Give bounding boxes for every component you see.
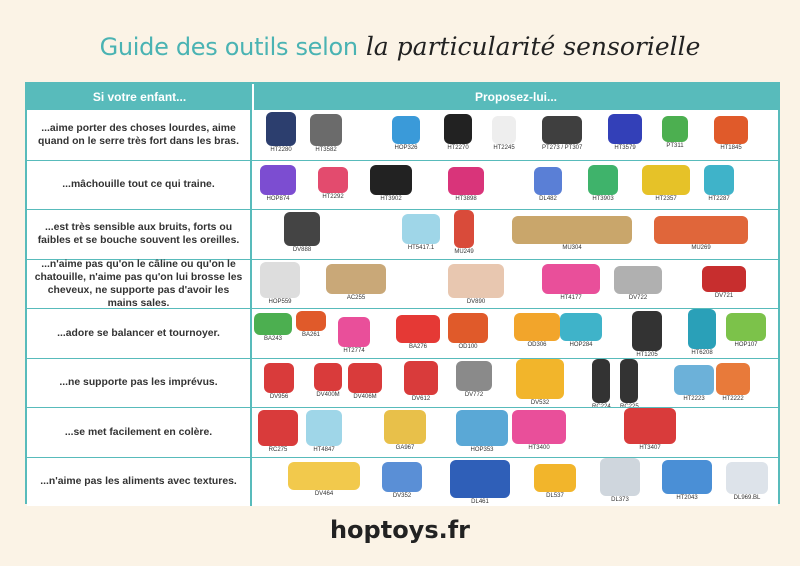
product-image: [662, 460, 712, 494]
product-image: [516, 359, 564, 399]
product-code: HOP559: [268, 298, 292, 305]
product-code: HT2245: [493, 145, 515, 151]
product-cell: [252, 309, 778, 358]
product-image: [534, 464, 576, 492]
product-image: [284, 212, 320, 246]
product-item: [614, 266, 662, 301]
product-image: [512, 410, 566, 444]
table-row: [27, 160, 778, 210]
product-image: [456, 410, 508, 446]
product-image: [662, 116, 688, 142]
product-item: [260, 262, 300, 305]
product-image: [306, 410, 342, 446]
product-item: [512, 216, 632, 251]
title-part1: Guide des outils selon: [99, 33, 358, 61]
product-cell: [252, 260, 778, 309]
product-image: [450, 460, 510, 498]
product-image: [370, 165, 412, 195]
product-item: [402, 214, 440, 251]
product-image: [310, 114, 342, 146]
product-code: DL482: [539, 195, 557, 202]
product-code: HT2357: [655, 195, 677, 202]
product-image: [642, 165, 690, 195]
product-image: [714, 116, 748, 144]
product-image: [348, 363, 382, 393]
product-cell: [252, 161, 778, 210]
product-image: [260, 165, 296, 195]
product-code: MU304: [562, 245, 582, 251]
product-image: [542, 264, 600, 294]
product-code: HT1845: [720, 145, 742, 151]
footer-website: hoptoys.fr: [329, 516, 471, 544]
product-code: OD306: [527, 342, 547, 348]
product-item: [592, 359, 611, 408]
product-image: [296, 311, 326, 331]
product-item: [588, 165, 618, 202]
product-code: DV772: [464, 391, 484, 398]
column-header-child: Si votre enfant...: [92, 90, 187, 104]
product-code: DL969.BL: [733, 494, 761, 501]
product-code: BA261: [301, 332, 320, 338]
product-item: [326, 264, 386, 301]
product-code: HOP353: [470, 447, 494, 453]
product-item: [492, 116, 516, 151]
product-code: HT4177: [560, 294, 582, 301]
product-code: HT2292: [322, 193, 344, 200]
product-item: [726, 462, 768, 501]
product-item: [456, 361, 492, 398]
product-code: HOP326: [394, 145, 418, 151]
product-item: [514, 313, 560, 348]
product-item: [348, 363, 382, 400]
product-image: [702, 266, 746, 292]
product-item: [448, 313, 488, 350]
product-item: [338, 317, 370, 354]
product-item: [258, 410, 298, 453]
product-image: [382, 462, 422, 492]
product-image: [444, 114, 472, 144]
product-image: [704, 165, 734, 195]
product-item: [674, 365, 714, 402]
table-row: [27, 358, 778, 408]
product-item: [654, 216, 748, 251]
product-cell: [252, 458, 778, 507]
situation-text: ...se met facilement en colère.: [27, 408, 252, 457]
product-item: [404, 361, 438, 402]
product-image: [512, 216, 632, 244]
situation-text: ...ne supporte pas les imprévus.: [27, 359, 252, 408]
product-image: [448, 264, 504, 298]
product-item: [444, 114, 472, 151]
table-header: [27, 84, 778, 110]
product-code: DV612: [411, 395, 431, 402]
product-item: [284, 212, 320, 253]
product-code: AC255: [346, 294, 366, 301]
product-item: [608, 114, 642, 151]
product-code: HT2280: [270, 147, 292, 153]
product-image: [264, 363, 294, 393]
product-code: HT2223: [683, 395, 705, 402]
situation-text: ...aime porter des choses lourdes, aime quand on le serre très fort dans les bras.: [27, 110, 252, 160]
page-title: [0, 32, 800, 61]
product-image: [318, 167, 348, 193]
product-item: [306, 410, 342, 453]
product-code: HT2774: [343, 348, 365, 354]
product-image: [534, 167, 562, 195]
product-code: PT273 / PT307: [542, 145, 583, 151]
product-image: [608, 114, 642, 144]
product-code: HT2222: [722, 395, 744, 402]
product-image: [614, 266, 662, 294]
product-code: HT3407: [639, 445, 661, 451]
product-code: HT4847: [313, 447, 335, 453]
product-code: BA276: [408, 344, 427, 350]
column-header-proposal: Proposez-lui...: [252, 84, 778, 110]
situation-text: ...adore se balancer et tournoyer.: [27, 309, 252, 358]
product-item: [266, 112, 296, 153]
product-code: OD100: [458, 344, 478, 350]
product-image: [492, 116, 516, 144]
product-code: DL537: [546, 492, 564, 499]
table-row: [27, 457, 778, 507]
product-item: [448, 167, 484, 202]
product-code: HT3898: [455, 195, 477, 202]
product-image: [338, 317, 370, 347]
product-item: [384, 410, 426, 451]
product-item: [662, 460, 712, 501]
product-image: [448, 167, 484, 195]
product-image: [716, 363, 750, 395]
product-cell: [252, 408, 778, 457]
product-code: MU269: [691, 245, 711, 251]
product-image: [266, 112, 296, 146]
product-item: [264, 363, 294, 400]
product-item: [560, 313, 602, 348]
product-code: HT6208: [691, 350, 713, 356]
product-image: [726, 462, 768, 494]
product-item: [642, 165, 690, 202]
situation-text: ...n'aime pas qu'on le câline ou qu'on le chatouille, n'aime pas qu'on lui brosse les cheveux, ne supporte pas d'avoir les mains sales.: [27, 260, 252, 309]
product-cell: [252, 110, 778, 160]
product-image: [396, 315, 440, 343]
product-item: [288, 462, 360, 497]
product-code: HT3902: [380, 195, 402, 202]
product-image: [624, 408, 676, 444]
product-item: [714, 116, 748, 151]
product-image: [404, 361, 438, 395]
situation-text: ...mâchouille tout ce qui traine.: [27, 161, 252, 210]
product-item: [454, 210, 474, 255]
product-code: HOP874: [266, 195, 290, 202]
product-item: [370, 165, 412, 202]
product-item: [448, 264, 504, 305]
guide-table: [25, 82, 780, 504]
product-image: [592, 359, 610, 403]
table-row: [27, 259, 778, 309]
product-item: [534, 464, 576, 499]
product-image: [620, 359, 638, 403]
product-code: DV406M: [353, 393, 377, 400]
product-code: DV888: [292, 247, 312, 253]
product-item: [702, 266, 746, 299]
product-cell: [252, 359, 778, 408]
product-image: [384, 410, 426, 444]
product-item: [512, 410, 566, 451]
product-item: [688, 309, 716, 356]
product-code: RC225: [620, 403, 639, 407]
product-item: [296, 311, 326, 338]
situation-text: ...est très sensible aux bruits, forts ou faibles et se bouche souvent les oreilles.: [27, 210, 252, 259]
product-image: [454, 210, 474, 248]
product-code: DV352: [392, 492, 412, 499]
product-code: DV532: [530, 399, 550, 406]
product-code: DL461: [471, 498, 489, 505]
product-image: [258, 410, 298, 446]
product-code: BA243: [263, 336, 282, 342]
product-image: [560, 313, 602, 341]
table-row: [27, 209, 778, 259]
product-item: [600, 458, 640, 503]
product-code: DV721: [714, 292, 734, 299]
situation-text: ...n'aime pas les aliments avec textures.: [27, 458, 252, 507]
product-image: [600, 458, 640, 496]
product-code: PT311: [666, 143, 684, 149]
product-code: HT3903: [592, 195, 614, 202]
product-code: HT3582: [315, 147, 337, 153]
product-code: HT1205: [636, 352, 658, 358]
product-code: DV400M: [316, 391, 340, 398]
product-image: [588, 165, 618, 195]
product-item: [726, 313, 766, 348]
product-image: [632, 311, 662, 351]
product-image: [392, 116, 420, 144]
product-item: [632, 311, 662, 358]
product-item: [310, 114, 342, 153]
product-item: [624, 408, 676, 451]
product-item: [396, 315, 440, 350]
product-item: [716, 363, 750, 402]
product-item: [260, 165, 296, 202]
product-item: [382, 462, 422, 499]
product-image: [688, 309, 716, 349]
table-row: [27, 110, 778, 160]
product-code: HT3400: [528, 445, 550, 451]
product-item: [254, 313, 292, 342]
product-code: DL373: [611, 496, 629, 503]
product-code: DV890: [466, 298, 486, 305]
product-item: [534, 167, 562, 202]
product-code: DV956: [269, 393, 289, 400]
table-body: [27, 110, 778, 506]
product-image: [514, 313, 560, 341]
product-code: GA967: [395, 445, 415, 451]
product-code: DV464: [314, 490, 334, 497]
product-code: HOP284: [569, 342, 593, 348]
product-code: HT2270: [447, 145, 469, 151]
product-code: HT5417.1: [407, 245, 435, 251]
product-image: [260, 262, 300, 298]
product-image: [542, 116, 582, 144]
product-image: [654, 216, 748, 244]
product-item: [456, 410, 508, 453]
product-item: [392, 116, 420, 151]
table-row: [27, 407, 778, 457]
product-code: RC275: [268, 447, 288, 453]
product-item: [516, 359, 564, 406]
product-item: [318, 167, 348, 200]
product-image: [288, 462, 360, 490]
product-item: [542, 116, 582, 151]
product-code: HT3579: [614, 145, 636, 151]
product-image: [456, 361, 492, 391]
product-item: [620, 359, 639, 408]
product-code: HT2043: [676, 494, 698, 501]
product-code: HT2287: [708, 195, 730, 202]
product-image: [254, 313, 292, 335]
product-item: [450, 460, 510, 505]
product-code: DV722: [628, 294, 648, 301]
product-image: [326, 264, 386, 294]
product-image: [674, 365, 714, 395]
product-code: MU249: [454, 249, 474, 255]
product-image: [726, 313, 766, 341]
product-item: [704, 165, 734, 202]
product-item: [314, 363, 342, 398]
product-image: [448, 313, 488, 343]
product-code: HOP107: [734, 342, 758, 348]
product-code: RC224: [592, 403, 611, 407]
product-item: [542, 264, 600, 301]
product-image: [314, 363, 342, 391]
product-image: [402, 214, 440, 244]
product-item: [662, 116, 688, 149]
title-part2: la particularité sensorielle: [365, 32, 701, 61]
table-row: [27, 308, 778, 358]
product-cell: [252, 210, 778, 259]
